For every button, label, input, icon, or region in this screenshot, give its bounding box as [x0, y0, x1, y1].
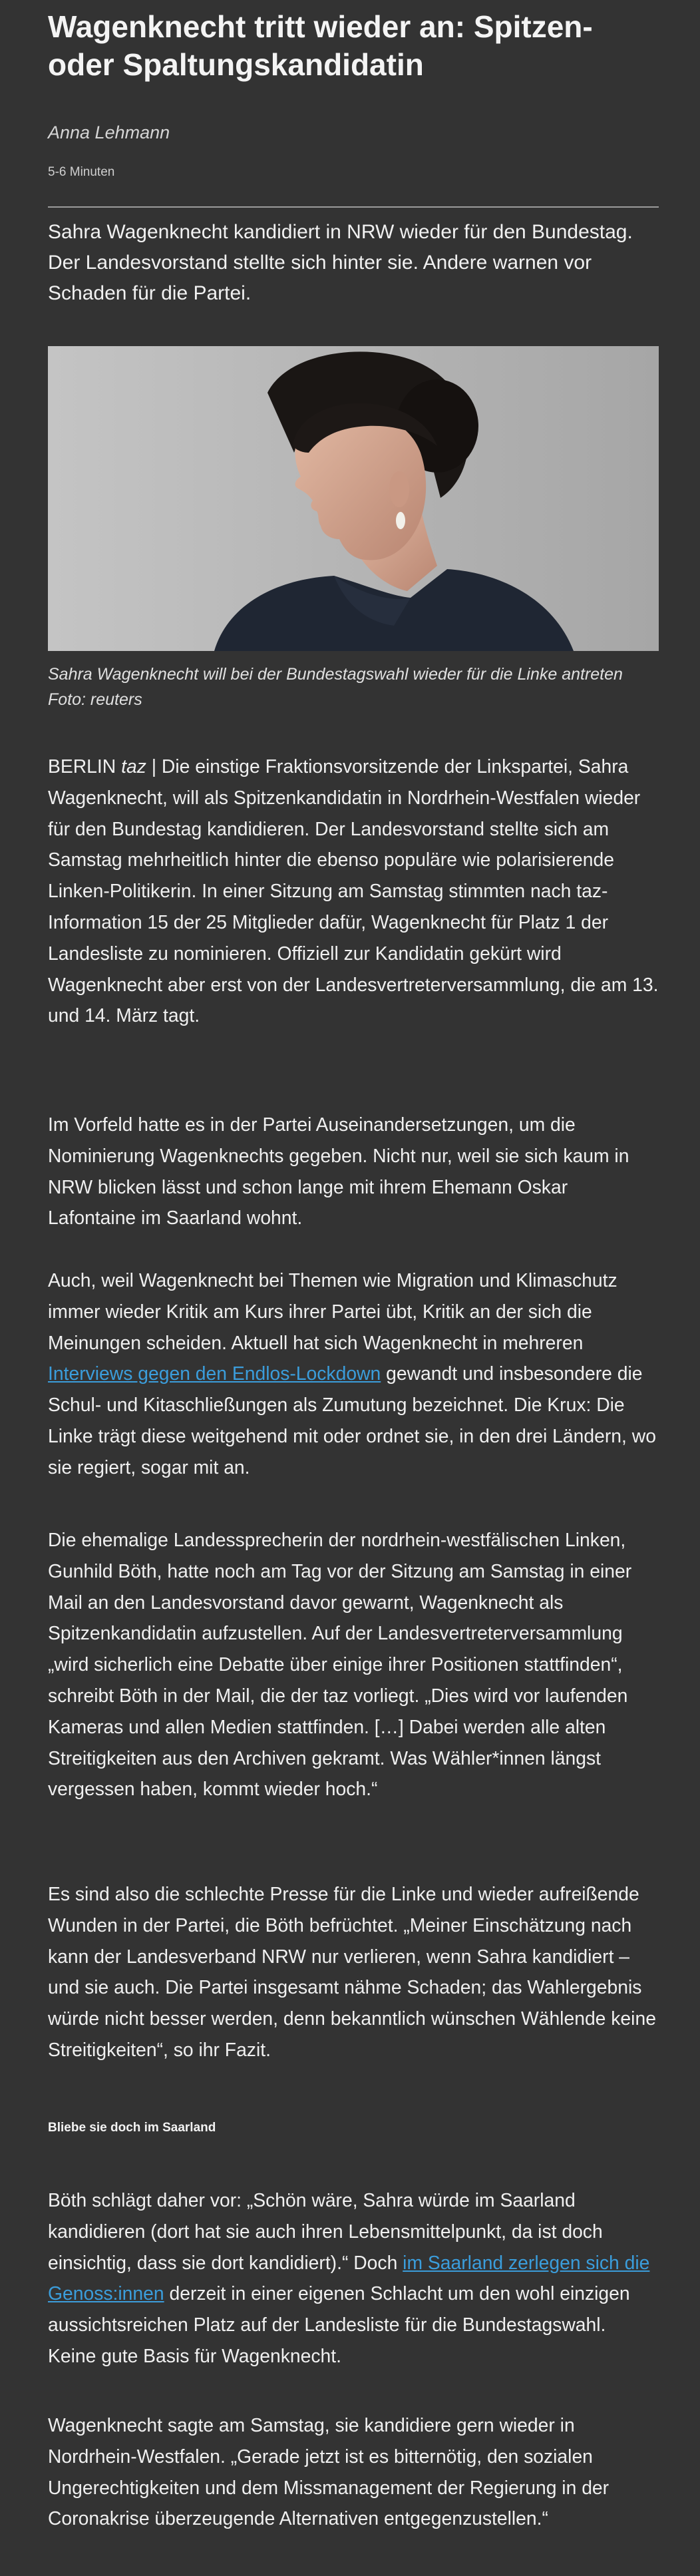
link-interviews-lockdown[interactable]: Interviews gegen den Endlos-Lockdown: [48, 1363, 381, 1385]
article-photo: [48, 346, 659, 651]
paragraph-6-text-before: Böth schlägt daher vor: „Schön wäre, Sahra würde im Saarland kandidieren (dort hat sie auch ihren Lebensmittelpunkt, da ist doch einsichtig, dass sie dort kandidiert).“ Doch: [48, 2189, 603, 2273]
dateline-place: BERLIN: [48, 755, 116, 777]
paragraph-4: Die ehemalige Landessprecherin der nordrhein-westfälischen Linken, Gunhild Böth, hatte noch am Tag vor der Sitzung am Samstag in einer Mail an den Landesvorstand davor gewarnt, Wagenknecht als Spitzenkandidatin aufzustellen. Auf der Landesvertreterversammlung „wird sicherlich eine Debatte über einige ihrer Positionen stattfinden“, schreibt Böth in der Mail, die der taz vorliegt. „Dies wird vor laufenden Kameras und allen Medien stattfinden. […] Dabei werden alle alten Streitigkeiten aus den Archiven gekramt. Was Wähler*innen längst vergessen haben, kommt wieder hoch.“: [48, 1529, 632, 1800]
paragraph-7: Wagenknecht sagte am Samstag, sie kandidiere gern wieder in Nordrhein-Westfalen. „Gerade jetzt ist es bitternötig, den sozialen Ungerechtigkeiten und dem Missmanagement der Regierung in der Coronakrise überzeugende Alternativen entgegenzustellen.“: [48, 2414, 610, 2529]
header-divider: [48, 206, 659, 208]
paragraph-3-text-before: Auch, weil Wagenknecht bei Themen wie Migration und Klimaschutz immer wieder Kritik am Kurs ihrer Partei übt, Kritik an der sich die Meinungen scheiden. Aktuell hat sich Wagenknecht in mehreren: [48, 1269, 617, 1353]
paragraph-1-text: | Die einstige Fraktionsvorsitzende der Linkspartei, Sahra Wagenknecht, will als Spitzenkandidatin in Nordrhein-Westfalen wieder für den Bundestag kandidieren. Der Landesvorstand stellte sich am Samstag mehrheitlich hinter die ebenso populäre wie polarisierende Linken-Politikerin. In einer Sitzung am Samstag stimmten nach taz-Information 15 der 25 Mitglieder dafür, Wagenknecht für Platz 1 der Landesliste zu nominieren. Offiziell zur Kandidatin gekürt wird Wagenknecht aber erst von der Landesvertreterversammlung, die am 13. und 14. März tagt.: [48, 755, 659, 1026]
paragraph-5: Es sind also die schlechte Presse für die Linke und wieder aufreißende Wunden in der Partei, die Böth befrüchtet. „Meiner Einschätzung nach kann der Landesverband NRW nur verlieren, wenn Sahra kandidiert – und sie auch. Die Partei insgesamt nähme Schaden; das Wahlergebnis würde nicht besser werden, denn bekanntlich wünschen Wählende keine Streitigkeiten“, so ihr Fazit.: [48, 1883, 656, 2060]
paragraph-3-text-after: gewandt und insbesondere die Schul- und Kitaschließungen als Zumutung bezeichnet. Die Krux: Die Linke trägt diese weitgehend mit oder ordnet sie, in den drei Ländern, wo sie regiert, sogar mit an.: [48, 1363, 656, 1478]
link-saarland-genossinnen[interactable]: im Saarland zerlegen sich die Genoss:innen: [48, 2251, 650, 2304]
paragraph-2: Im Vorfeld hatte es in der Partei Auseinandersetzungen, um die Nominierung Wagenknechts gegeben. Nicht nur, weil sie sich kaum in NRW blicken lässt und schon lange mit ihrem Ehemann Oskar Lafontaine im Saarland wohnt.: [48, 1114, 629, 1229]
dateline-source: taz: [121, 755, 146, 777]
paragraph-3: [48, 1265, 659, 1483]
article-author: Anna Lehmann: [48, 122, 170, 142]
reading-time: 5-6 Minuten: [48, 165, 115, 179]
article-lead: Sahra Wagenknecht kandidiert in NRW wieder für den Bundestag. Der Landesvorstand stellte sich hinter sie. Andere warnen vor Schaden für die Partei.: [48, 221, 633, 304]
article-title: Wagenknecht tritt wieder an: Spitzen- oder Spaltungskandidatin: [48, 9, 593, 82]
paragraph-6-text-after: derzeit in einer eigenen Schlacht um den wohl einzigen aussichtsreichen Platz auf der Landesliste für die Bundestagswahl. Keine gute Basis für Wagenknecht.: [48, 2282, 630, 2366]
portrait-illustration: [48, 346, 659, 651]
photo-caption: Sahra Wagenknecht will bei der Bundestagswahl wieder für die Linke antreten Foto: reuters: [48, 665, 623, 709]
paragraph-6: [48, 2185, 659, 2372]
paragraph-1: [48, 751, 659, 1031]
section-heading: Bliebe sie doch im Saarland: [48, 2121, 216, 2135]
